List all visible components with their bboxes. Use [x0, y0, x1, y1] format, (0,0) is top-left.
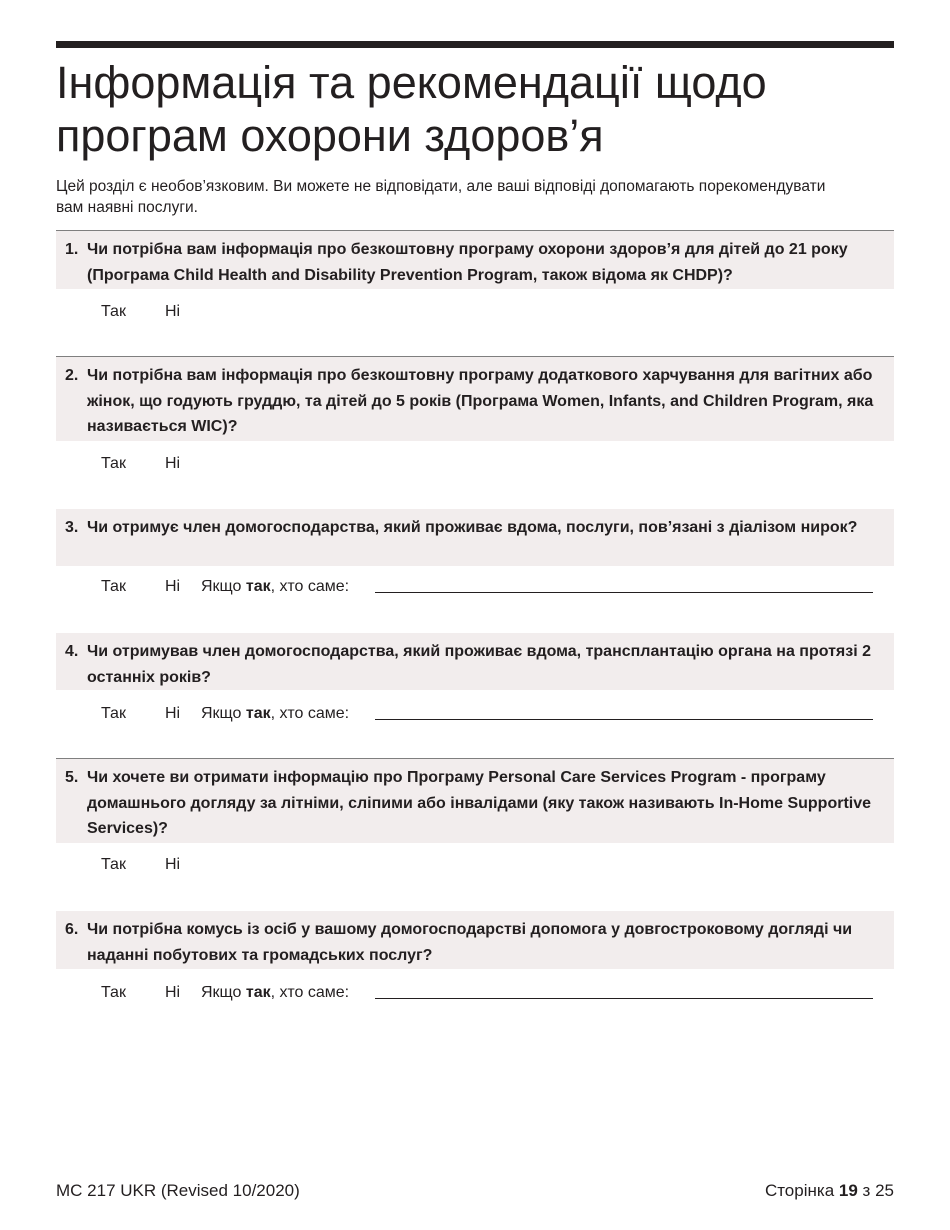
- question-4: [56, 633, 894, 690]
- no-option[interactable]: Ні: [165, 578, 181, 595]
- intro-text: Цей розділ є необов’язковим. Ви можете не відповідати, але ваші відповіді допомагають порекомендувати вам наявні послуги.: [56, 178, 826, 216]
- question-number: 2.: [65, 367, 79, 384]
- answer-row-1: [56, 301, 894, 323]
- question-text: [65, 917, 884, 968]
- answer-row-5: [56, 854, 894, 876]
- yes-option[interactable]: Так: [101, 455, 126, 472]
- question-number: 3.: [65, 519, 79, 536]
- yes-option[interactable]: Так: [101, 856, 126, 873]
- question-6: [56, 911, 894, 969]
- no-option[interactable]: Ні: [165, 856, 181, 873]
- question-label: Чи хочете ви отримати інформацію про Програму Personal Care Services Program - програму домашнього догляду за літніми, сліпими або інвалідами (яку також називають In-Home Supportive Services)?: [87, 769, 872, 837]
- answer-row-6: [56, 982, 894, 1004]
- question-text: [65, 237, 884, 288]
- yes-option[interactable]: Так: [101, 705, 126, 722]
- question-5: [56, 759, 894, 843]
- question-number: 5.: [65, 769, 79, 786]
- title-line-2: програм охорони здоров’я: [56, 110, 604, 161]
- who-exactly-field[interactable]: [375, 592, 873, 593]
- question-number: 1.: [65, 241, 79, 258]
- question-text: [65, 363, 884, 440]
- question-label: Чи отримував член домогосподарства, який проживає вдома, трансплантацію органа на протязі 2 останніх років?: [87, 643, 872, 686]
- question-2: [56, 357, 894, 441]
- yes-option[interactable]: Так: [101, 303, 126, 320]
- question-label: Чи потрібна вам інформація про безкоштовну програму охорони здоров’я для дітей до 21 року (Програма Child Health and Disability Prevention Program, також відома як CHDP)?: [87, 241, 848, 284]
- question-label: Чи потрібна вам інформація про безкоштовну програму додаткового харчування для вагітних або жінок, що годують груддю, та дітей до 5 років (Програма Women, Infants, and Children Program, яка називається WIC)?: [87, 367, 874, 435]
- question-label: Чи потрібна комусь із осіб у вашому домогосподарстві допомога у довгостроковому догляді чи наданні побутових та громадських послуг?: [87, 921, 853, 964]
- question-number: 6.: [65, 921, 79, 938]
- question-1: [56, 231, 894, 289]
- page-number: Сторінка 19 з 25: [764, 1181, 894, 1200]
- question-text: [65, 639, 884, 690]
- question-label: Чи отримує член домогосподарства, який проживає вдома, послуги, пов’язані з діалізом нирок?: [87, 519, 858, 536]
- answer-row-2: [56, 453, 894, 475]
- page-title: [56, 56, 894, 162]
- yes-option[interactable]: Так: [101, 984, 126, 1001]
- no-option[interactable]: Ні: [165, 705, 181, 722]
- question-number: 4.: [65, 643, 79, 660]
- form-id: MC 217 UKR (Revised 10/2020): [56, 1181, 300, 1200]
- who-exactly-field[interactable]: [375, 998, 873, 999]
- question-3: [56, 509, 894, 566]
- who-exactly-field[interactable]: [375, 719, 873, 720]
- answer-row-3: [56, 576, 894, 598]
- form-page: [56, 0, 894, 1230]
- if-yes-label: Якщо так, хто саме:: [201, 578, 350, 595]
- if-yes-label: Якщо так, хто саме:: [201, 984, 350, 1001]
- question-text: [65, 515, 884, 541]
- title-line-1: Інформація та рекомендації щодо: [56, 57, 767, 108]
- top-rule: [56, 41, 894, 48]
- yes-option[interactable]: Так: [101, 578, 126, 595]
- question-text: [65, 765, 884, 842]
- answer-row-4: [56, 703, 894, 725]
- no-option[interactable]: Ні: [165, 455, 181, 472]
- if-yes-label: Якщо так, хто саме:: [201, 705, 350, 722]
- no-option[interactable]: Ні: [165, 303, 181, 320]
- no-option[interactable]: Ні: [165, 984, 181, 1001]
